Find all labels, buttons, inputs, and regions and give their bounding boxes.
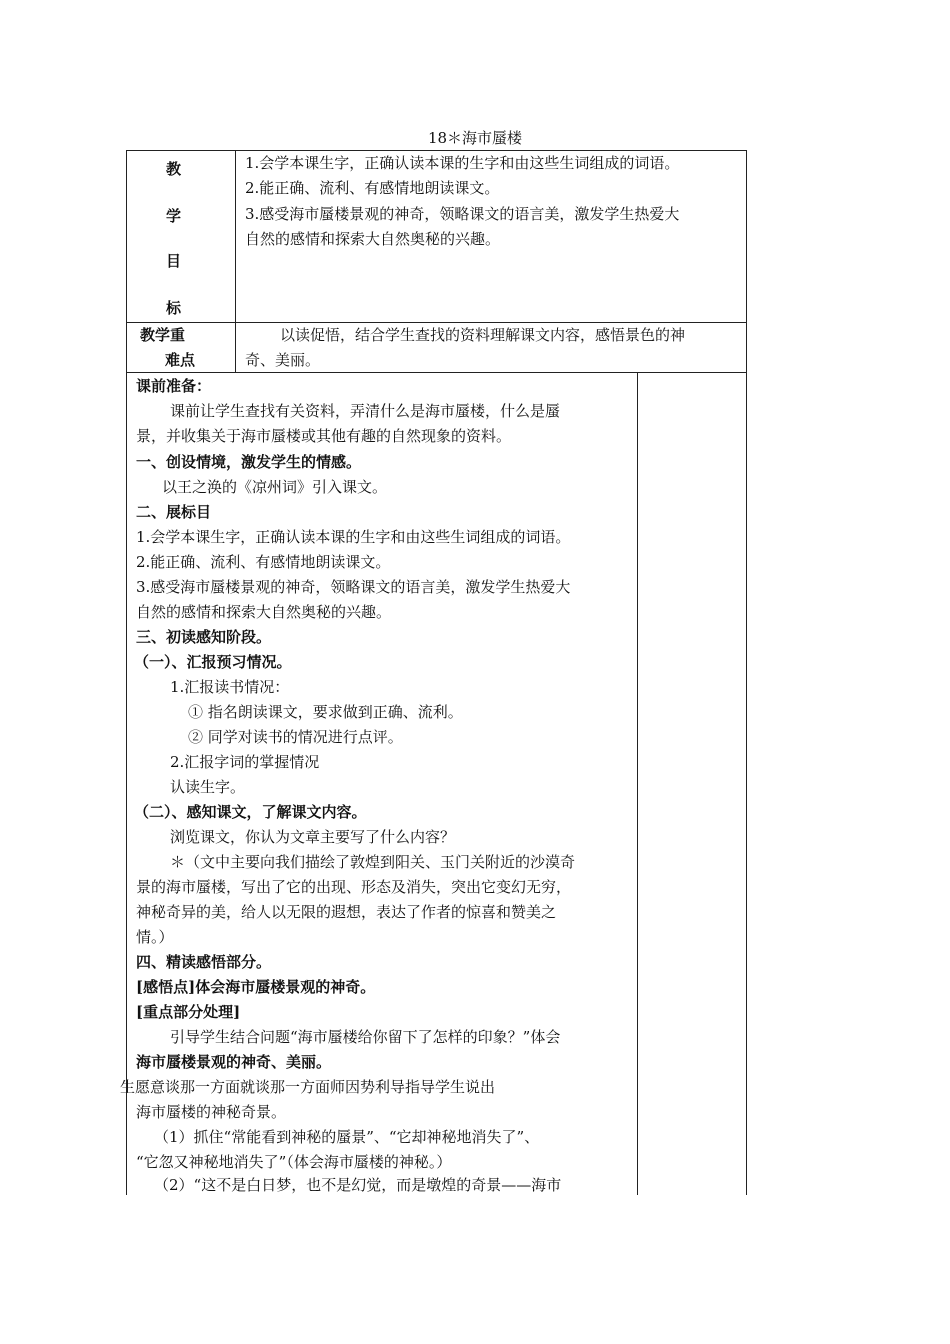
table-row-divider-2 <box>126 372 747 373</box>
body-line: 引导学生结合问题“海市蜃楼给你留下了怎样的印象？”体会 <box>170 1028 561 1046</box>
body-line: 神秘奇异的美，给人以无限的遐想，表达了作者的惊喜和赞美之 <box>136 903 557 921</box>
table-border-top <box>126 150 747 151</box>
body-line: ② 同学对读书的情况进行点评。 <box>188 728 403 746</box>
document-title: 18＊海市蜃楼 <box>427 129 523 147</box>
body-line: 景的海市蜃楼，写出了它的出现、形态及消失，突出它变幻无穷， <box>136 878 572 896</box>
section-heading: 二、展标目 <box>136 503 212 521</box>
section-heading: [感悟点]体会海市蜃楼景观的神奇。 <box>136 978 376 996</box>
goals-label-char: 教 <box>166 160 182 178</box>
body-line: 景，并收集关于海市蜃楼或其他有趣的自然现象的资料。 <box>136 427 512 445</box>
body-line: 海市蜃楼的神秘奇景。 <box>136 1103 287 1121</box>
body-line: 1.会学本课生字，正确认读本课的生字和由这些生词组成的词语。 <box>136 528 571 546</box>
body-line: 情。） <box>136 928 174 946</box>
body-line: 生愿意谈那一方面就谈那一方面师因势利导指导学生说出 <box>120 1078 496 1096</box>
body-line: （1）抓住“常能看到神秘的蜃景”、“它却神秘地消失了”、 <box>154 1128 540 1146</box>
goals-label-char: 目 <box>166 252 182 270</box>
goals-label-char: 学 <box>166 207 182 225</box>
section-heading: 一、创设情境，激发学生的情感。 <box>136 453 362 471</box>
body-line: 3.感受海市蜃楼景观的神奇，领略课文的语言美，激发学生热爱大 <box>136 578 571 596</box>
section-heading: 四、精读感悟部分。 <box>136 953 272 971</box>
body-line: 课前让学生查找有关资料，弄清什么是海市蜃楼，什么是蜃 <box>170 402 561 420</box>
table-border-right <box>746 150 747 1195</box>
body-line: 认读生字。 <box>170 778 246 796</box>
goals-label-char: 标 <box>166 299 182 317</box>
body-line: 2.汇报字词的掌握情况 <box>170 753 320 771</box>
section-heading: 课前准备： <box>136 377 212 395</box>
body-line: 2.能正确、流利、有感情地朗读课文。 <box>136 553 391 571</box>
body-line: “它忽又神秘地消失了”（体会海市蜃楼的神秘。） <box>136 1153 452 1171</box>
body-line: 以王之涣的《凉州词》引入课文。 <box>162 478 388 496</box>
subsection-heading: （二）、感知课文，了解课文内容。 <box>134 803 367 821</box>
keypoints-label-line1: 教学重 <box>140 326 186 344</box>
keypoints-label-line2: 难点 <box>165 351 196 369</box>
body-line: ＊（文中主要向我们描绘了敦煌到阳关、玉门关附近的沙漠奇 <box>170 853 576 871</box>
body-line: 自然的感情和探索大自然奥秘的兴趣。 <box>136 603 392 621</box>
goal-line: 自然的感情和探索大自然奥秘的兴趣。 <box>245 230 501 248</box>
body-line: ① 指名朗读课文，要求做到正确、流利。 <box>188 703 463 721</box>
body-line-bold: 海市蜃楼景观的神奇、美丽。 <box>136 1053 332 1071</box>
goal-line: 3.感受海市蜃楼景观的神奇，领略课文的语言美，激发学生热爱大 <box>245 205 680 223</box>
goal-line: 1.会学本课生字，正确认读本课的生字和由这些生词组成的词语。 <box>245 154 680 172</box>
keypoints-line: 奇、美丽。 <box>245 351 321 369</box>
body-line: 浏览课文，你认为文章主要写了什么内容？ <box>170 828 456 846</box>
table-row-divider-1 <box>126 322 747 323</box>
section-heading: 三、初读感知阶段。 <box>136 628 272 646</box>
body-line: （2）“这不是白日梦，也不是幻觉，而是墩煌的奇景——海市 <box>154 1176 562 1194</box>
goal-line: 2.能正确、流利、有感情地朗读课文。 <box>245 179 500 197</box>
body-line: 1.汇报读书情况： <box>170 678 290 696</box>
keypoints-line: 以读促悟，结合学生查找的资料理解课文内容，感悟景色的神 <box>280 326 686 344</box>
table-divider-goals <box>235 150 236 372</box>
table-divider-notes <box>637 372 638 1195</box>
table-border-left <box>126 150 127 1195</box>
subsection-heading: （一）、汇报预习情况。 <box>134 653 292 671</box>
section-heading: [重点部分处理] <box>136 1003 241 1021</box>
